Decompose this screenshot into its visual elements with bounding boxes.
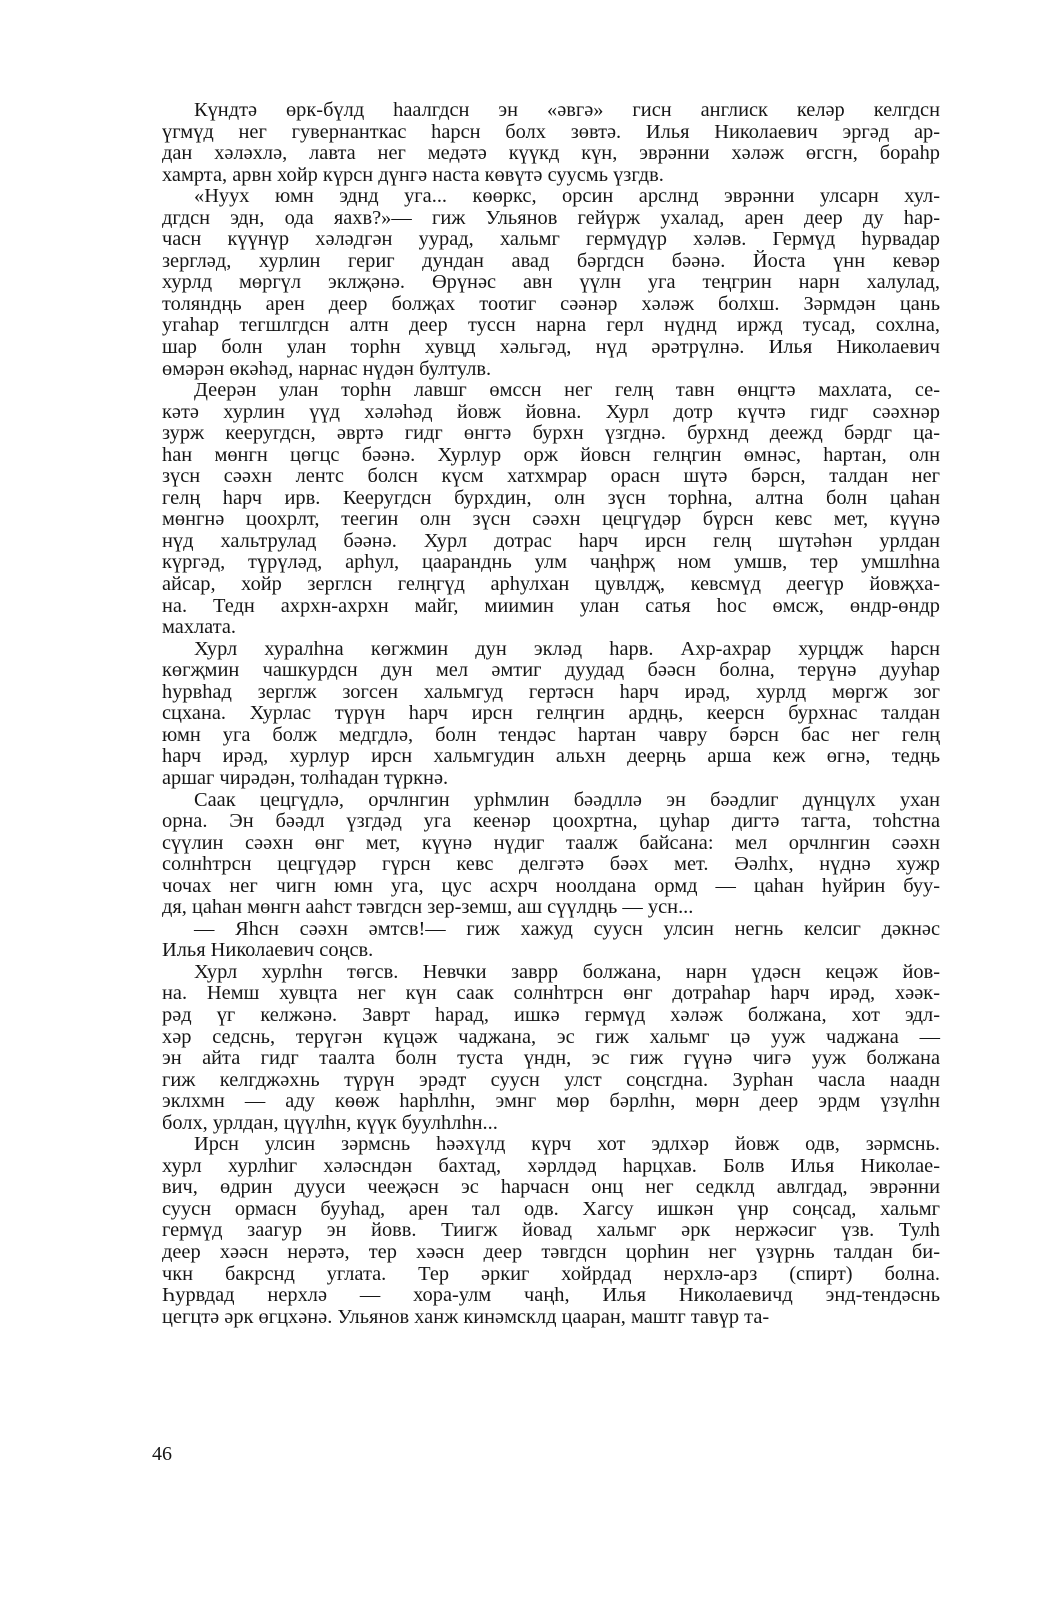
text-line: күргәд, түрүләд, арһул, цааранднь улм чаңһрҗ ном умшв, тер умшлһна: [162, 551, 940, 574]
text-line: цегцтә әрк өгцхәнә. Ульянов ханж кинәмсклд цааран, маштг тавүр та-: [162, 1305, 770, 1328]
text-line: Һурвдад нерхлә — хора-улм чаңһ, Илья Николаевичд энд-тендәснь: [162, 1284, 940, 1307]
text-line: зүсн сәәхн лентс болсн күсм хатхмрар орасн шүтә бәрсн, талдан нег: [162, 465, 940, 488]
text-line: Хурл хуралһна көгжмин дун экләд һарв. Ахр-ахрар хурцдж һарсн: [194, 637, 940, 660]
text-line: на. Немш хувцта нег күн саак солнһтрсн өнг дотраһар һарч ирәд, хәәк-: [162, 982, 940, 1005]
text-line: махлата.: [162, 616, 237, 639]
paragraph: [162, 1134, 940, 1328]
text-line: дгдсн эдн, ода яахв?»— гиж Ульянов гейүрж ухалад, арен деер ду һар-: [162, 206, 940, 229]
text-line: дан хәләхлә, лавта нег медәтә күүкд күн, эврәнни хәләж өгсгн, бораһр: [162, 142, 940, 165]
text-line: зергләд, хурлин гериг дундан авад бәргдсн бәәнә. Йоста үнн кевәр: [162, 249, 940, 272]
text-line: көгҗмин чашкурдсн дун мел әмтиг дуудад бәәсн болна, терүнә дууһар: [162, 659, 940, 682]
text-line: Деерән улан торһн лавшг өмссн нег гелң тавн өнцгтә махлата, се-: [194, 379, 940, 402]
text-line: гермүд заагур эн йовв. Тиигж йовад хальмг әрк нержәсиг үзв. Тулһ: [162, 1219, 940, 1242]
paragraph: [162, 100, 940, 186]
text-line: Ирсн улсин зәрмснь һәәхүлд күрч хот эдлхәр йовж одв, зәрмснь.: [194, 1133, 940, 1156]
text-line: чкн бакрснд углата. Тер әркиг хойрдад нерхлә-арз (спирт) болна.: [162, 1262, 940, 1285]
text-line: гиж келгджәхнь түрүн эрәдт суусн улст соңсгдна. Зурһан часла наадн: [162, 1068, 940, 1091]
text-line: толяндңь арен деер болҗах тоотиг сәәнәр хәләж болхш. Зәрмдән цань: [162, 292, 940, 315]
text-line: дя, цаһан мөнгн ааһст тәвгдсн зер-земш, аш сүүлдңь — усн...: [162, 896, 694, 919]
text-line: юмн уга болж медгдлә, болн тендәс һартан чавру бәрсн бас нег гелң: [162, 723, 940, 746]
text-line: кәтә хурлин үүд хәләһәд йовж йовна. Хурл дотр күчтә гидг сәәхнәр: [162, 400, 940, 423]
text-line: нүд хальтрулад бәәнә. Хурл дотрас һарч ирсн гелң шүтәһән урлдан: [162, 529, 940, 552]
text-line: «Нуух юмн эднд уга... көөркс, орсин арслнд эврәнни улсарн хул-: [194, 185, 940, 208]
page-number: 46: [152, 1443, 172, 1465]
text-line: аршаг чирәдән, толһадан түркнә.: [162, 766, 449, 789]
text-line: болх, урлдан, цүүлһн, күүк буулһлһн...: [162, 1111, 498, 1134]
text-line: шар болн улан торһн хувцд хәльгәд, нүд әрәтрүлнә. Илья Николаевич: [162, 336, 940, 359]
text-line: Күндтә өрк-бүлд һаалгдсн эн «әвгә» гисн англиск келәр келгдсн: [194, 99, 940, 121]
text-line: һан мөнгн цөгцс бәәнә. Хурлур орж йовсн гелңгин өмнәс, һартан, олн: [162, 443, 940, 466]
text-line: суусн ормасн бууһад, арен тал одв. Хагсу ишкән үнр соңсад, хальмг: [162, 1197, 940, 1220]
text-line: эн айта гидг таалта болн туста үндн, эс гиж гүүнә чигә ууж болжана: [162, 1047, 940, 1070]
text-line: сцхана. Хурлас түрүн һарч ирсн гелңгин ардңь, кеерсн бурхнас талдан: [162, 702, 940, 725]
text-line: хәр седснь, терүгән күцәж чаджана, эс гиж хальмг цә ууж чаджана —: [162, 1025, 940, 1048]
text-line: на. Тедн ахрхн-ахрхн майг, миимин улан сатья һос өмсж, өндр-өндр: [162, 594, 940, 617]
paragraph: [162, 790, 940, 919]
text-line: мөнгнә цоохрлт, теегин олн зүсн сәәхн цецгүдәр бүрсн кевс мет, күүнә: [162, 508, 940, 531]
text-line: — Яһсн сәәхн әмтсв!— гиж хажуд суусн улсин негнь келсиг дәкнәс: [194, 917, 940, 940]
text-line: үгмүд нег гувернанткас һарсн болх зөвтә. Илья Николаевич эргәд ар-: [162, 120, 940, 143]
text-line: өмәрән өкәһәд, нарнас нүдән бултулв.: [162, 357, 492, 380]
text-line: һарч ирәд, хурлур ирсн хальмгудин альхн деерңь арша кеж өгнә, тедңь: [162, 745, 940, 768]
text-line: хурлд мөргүл эклҗәнә. Өрүнәс авн үүлн уга теңгрин нарн халулад,: [162, 271, 940, 294]
text-line: Илья Николаевич соңсв.: [162, 939, 374, 962]
text-line: Хурл хурлһн төгсв. Невчки заврр болжана, нарн үдәсн кецәж йов-: [194, 960, 940, 983]
text-line: Саак цецгүдлә, орчлнгин урһмлин бәәдллә эн бәәдлиг дүнцүлх ухан: [194, 788, 940, 811]
text-line: часн күүнүр хәләдгән уурад, хальмг гермүдүр хәләв. Гермүд һурвадар: [162, 228, 940, 251]
text-line: хамрта, арвн хойр күрсн дүнгә наста көвүтә суусмь үзгдв.: [162, 163, 664, 186]
text-line: сүүлин сәәхн өнг мет, күүнә нүдиг таалж байсана: мел орчлнгин сәәхн: [162, 831, 940, 854]
paragraph: [162, 962, 940, 1134]
text-line: гелң һарч ирв. Кееругдсн бурхдин, олн зүсн торһна, алтна болн цаһан: [162, 486, 940, 509]
text-line: чочах нег чигн юмн уга, цус асхрч ноолдана ормд — цаһан һуйрин буу-: [162, 874, 940, 897]
text-line: һурвһад зерглж зогсен хальмгуд гертәсн һарч ирәд, хурлд мөргж зог: [162, 680, 940, 703]
paragraph: [162, 639, 940, 790]
text-line: рәд үг келжәнә. Заврт һарад, ишкә гермүд хәләж болжана, хот эдл-: [162, 1003, 940, 1026]
text-line: угаһар тегшлгдсн алтн деер туссн нарна герл нүднд иржд тусад, сохлна,: [162, 314, 940, 337]
text-line: айсар, хойр зерглсн гелңгүд арһулхан цувлдҗ, кевсмүд деегүр йовҗха-: [162, 573, 940, 596]
text-line: хурл хурлһиг хәләсндән бахтад, хәрлдәд һарцхав. Болв Илья Николае-: [162, 1154, 940, 1177]
text-line: орна. Эн бәәдл үзгдәд уга кеенәр цоохртна, цуһар дигтә тагта, тоһстна: [162, 810, 940, 833]
text-line: зурж кееругдсн, әвртә гидг өнгтә бурхн үзгднә. бурхнд деежд бәрдг ца-: [162, 422, 940, 445]
paragraph: [162, 919, 940, 962]
text-line: солнһтрсн цецгүдәр гүрсн кевс делгәтә бәәх мет. Әәлһх, нүднә хужр: [162, 853, 940, 876]
text-line: деер хәәсн нерәтә, тер хәәсн деер тәвгдсн цорһин нег үзүрнь талдан би-: [162, 1240, 940, 1263]
text-line: вич, өдрин дууси чееҗәсн эс һарчасн онц нег седклд авлгдад, эврәнни: [162, 1176, 940, 1199]
paragraph: [162, 380, 940, 639]
body-text: [162, 100, 940, 1328]
paragraph: [162, 186, 940, 380]
text-line: эклхмн — аду көөж һарһлһн, эмнг мөр бәрлһн, мөрн деер эрдм үзүлһн: [162, 1090, 940, 1113]
